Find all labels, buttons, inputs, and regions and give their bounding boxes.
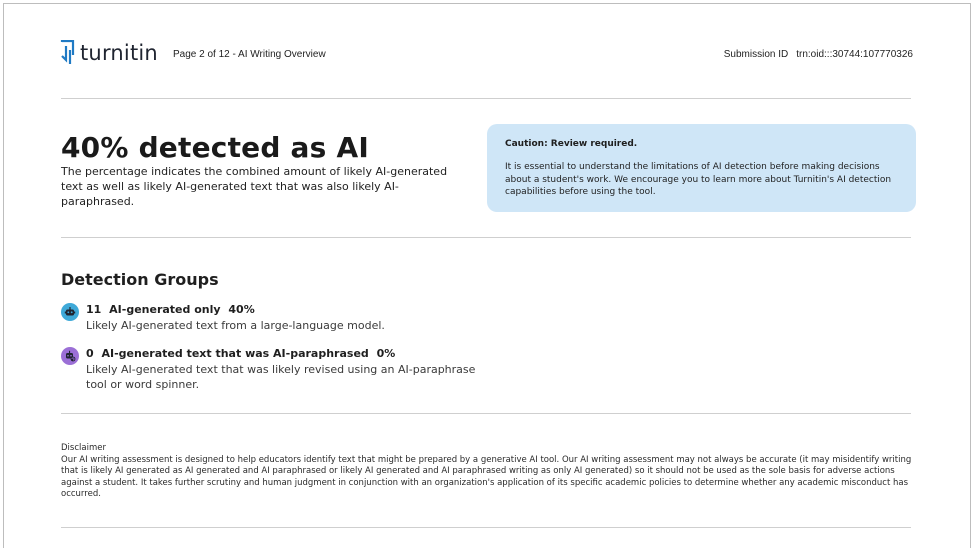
group-description: Likely AI-generated text from a large-language model. (86, 319, 385, 332)
logo-text: turnitin (80, 41, 158, 65)
detection-groups-title: Detection Groups (61, 270, 219, 289)
turnitin-logo (60, 40, 158, 66)
robot-paraphrase-icon (61, 347, 79, 365)
summary-description: The percentage indicates the combined amount of likely AI-generated text as well as likely AI-generated text that was also likely AI-paraphrased. (61, 165, 448, 208)
group-percent: 0% (376, 347, 396, 360)
divider (61, 413, 911, 414)
detection-group-ai-paraphrased (61, 347, 481, 392)
robot-icon (61, 303, 79, 321)
disclaimer-title: Disclaimer (61, 443, 106, 453)
divider (61, 98, 911, 99)
group-percent: 40% (228, 303, 255, 316)
submission-id (724, 49, 913, 60)
group-description: Likely AI-generated text that was likely revised using an AI-paraphrase tool or word spinner. (86, 363, 476, 391)
caution-title: Caution: Review required. (505, 139, 638, 149)
ai-percentage-headline: 40% detected as AI (61, 131, 369, 164)
group-label: AI-generated only (109, 303, 221, 316)
group-label: AI-generated text that was AI-paraphrased (101, 347, 369, 360)
group-count: 0 (86, 347, 94, 360)
submission-id-value: trn:oid:::30744:107770326 (796, 49, 913, 60)
turnitin-logo-icon (60, 40, 76, 66)
group-count: 11 (86, 303, 102, 316)
page-label: Page 2 of 12 - AI Writing Overview (173, 49, 326, 60)
disclaimer (61, 443, 913, 501)
disclaimer-body: Our AI writing assessment is designed to help educators identify text that might be prepared by a generative AI tool. Our AI writing assessment may not always be accurate (it may misidentify writing that is likely AI generated as AI generated and AI paraphrased or likely AI generated and AI paraphrased writing as only AI generated) so it should not be used as the sole basis for adverse actions against a student. It takes further scrutiny and human judgment in conjunction with an organization's application of its specific academic policies to determine whether any academic misconduct has occurred. (61, 454, 912, 499)
caution-box (487, 124, 916, 212)
caution-body: It is essential to understand the limitations of AI detection before making decisions about a student's work. We encourage you to learn more about Turnitin's AI detection capabilities before using the tool. (505, 162, 892, 197)
detection-group-ai-generated (61, 303, 481, 333)
divider (61, 237, 911, 238)
divider (61, 527, 911, 528)
submission-id-label: Submission ID (723, 49, 789, 60)
